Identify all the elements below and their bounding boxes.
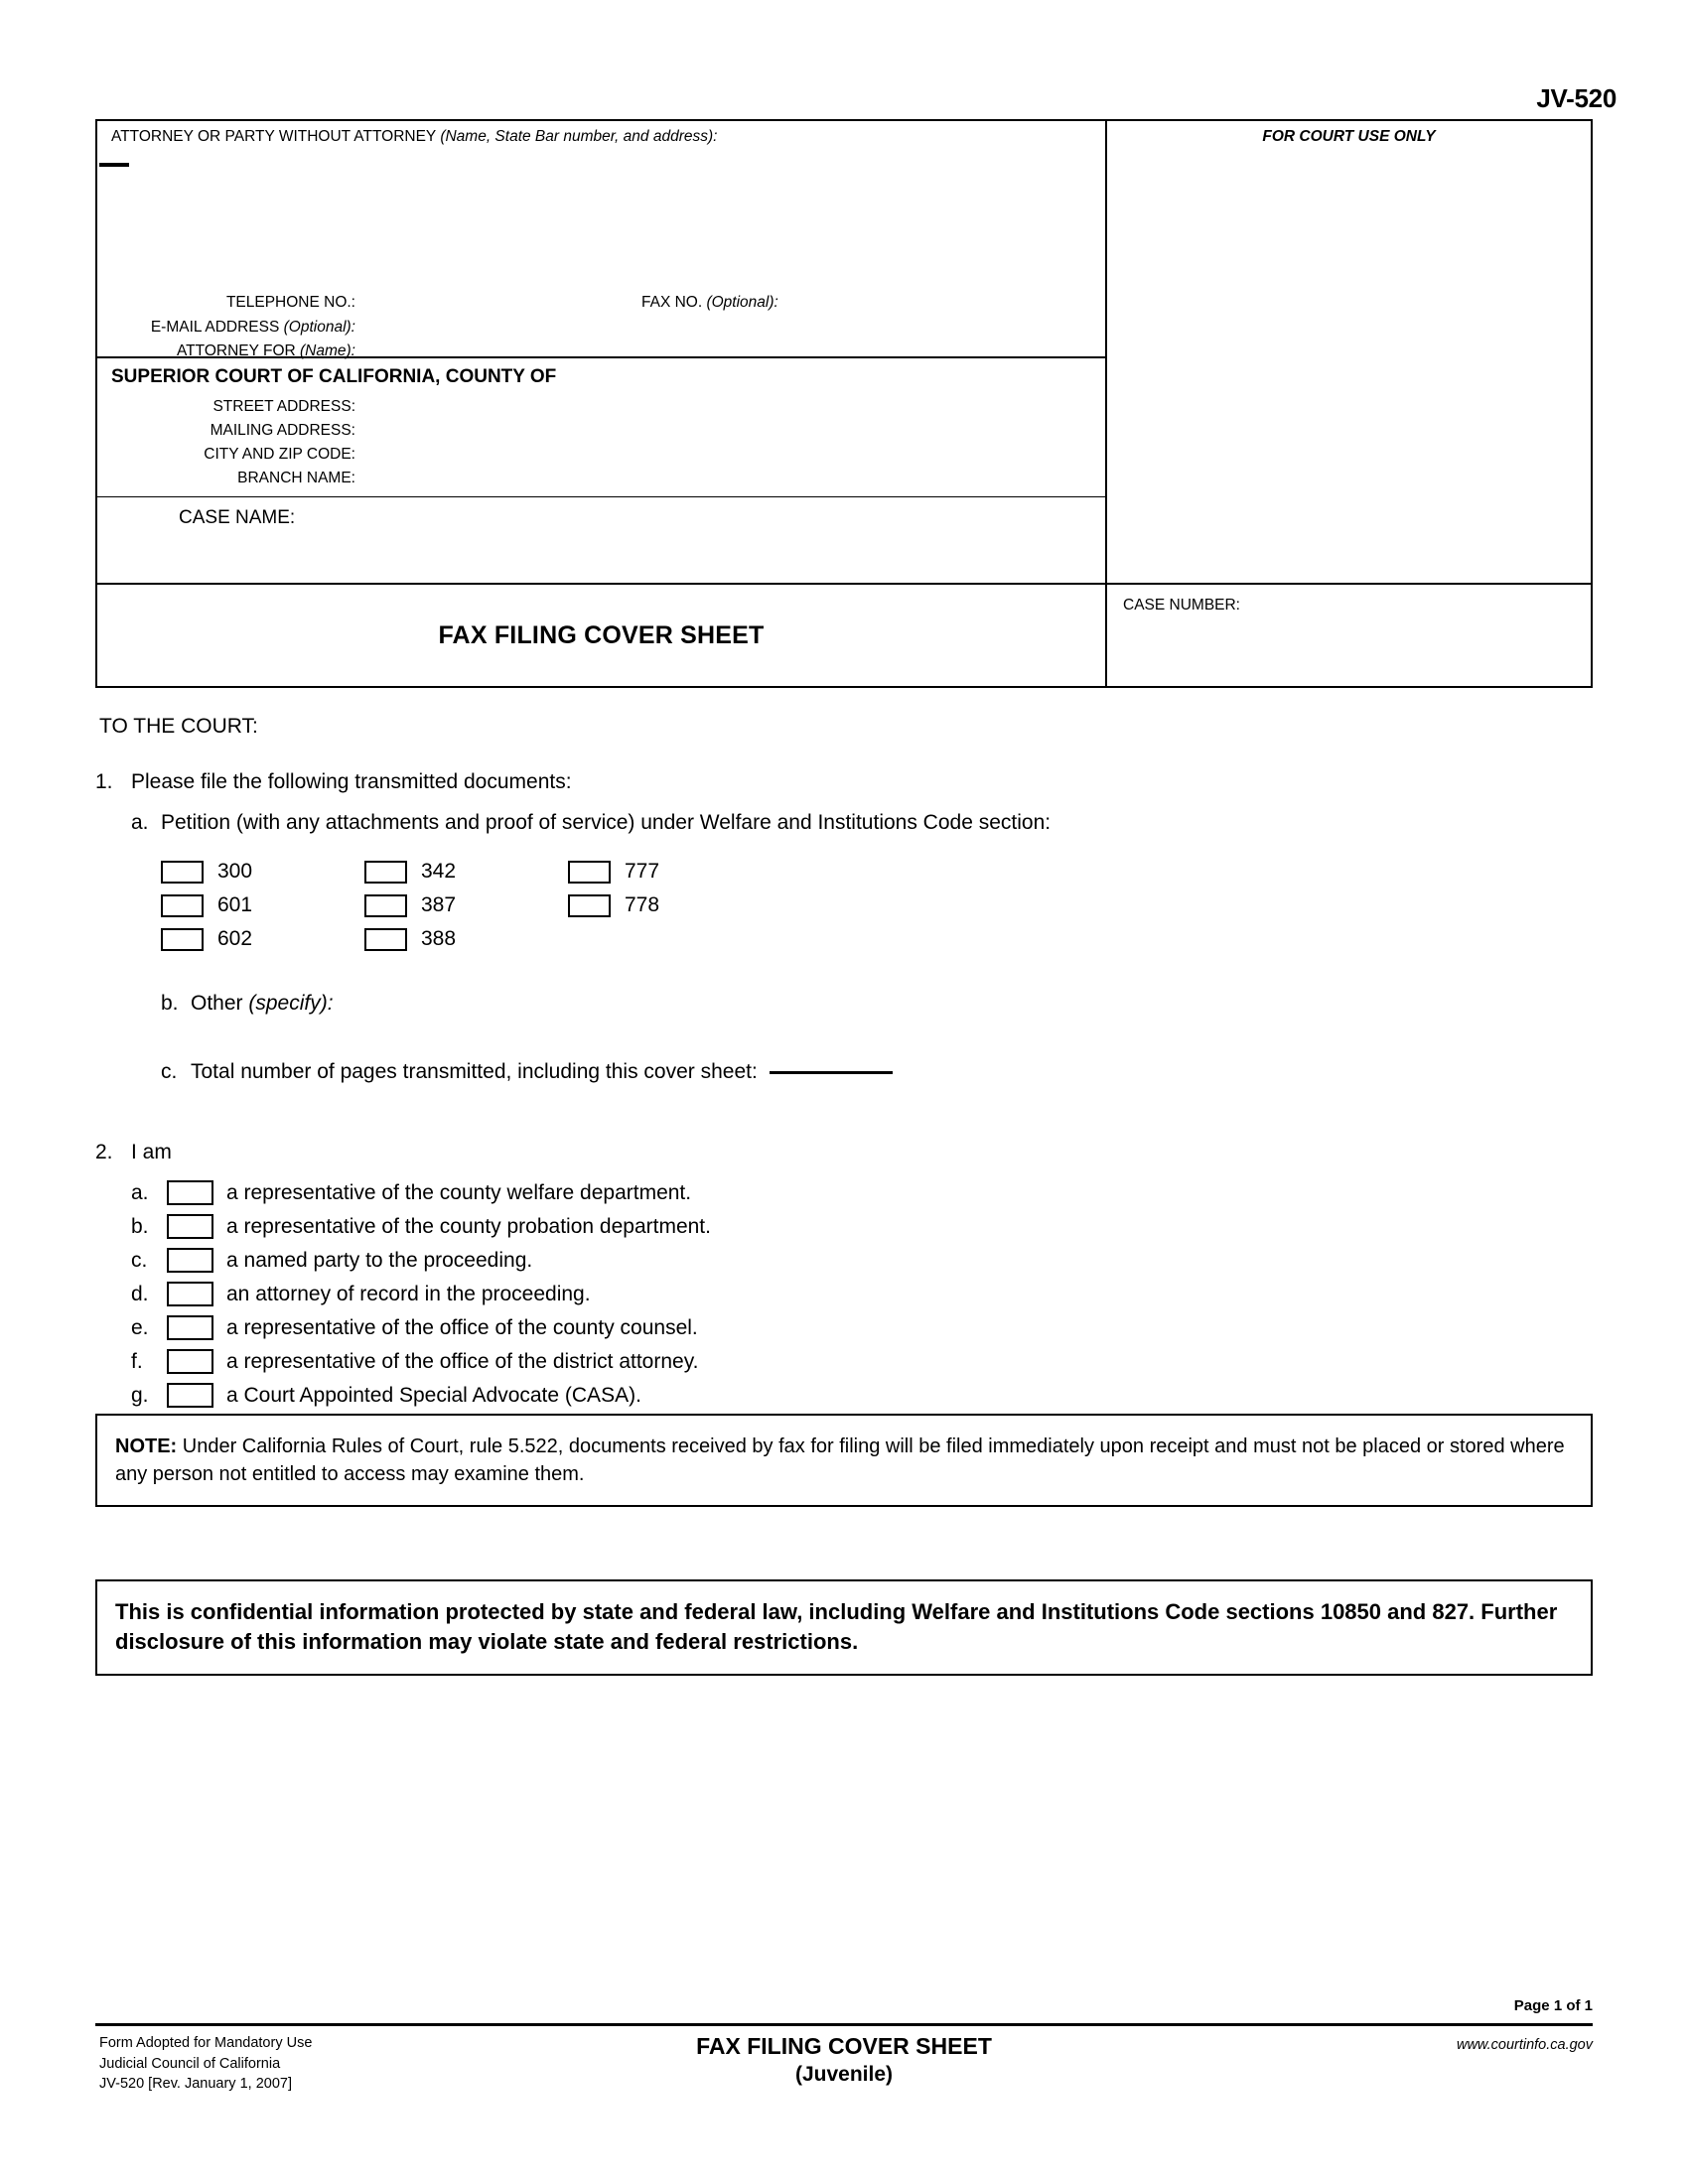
item-1-number: 1.: [95, 770, 113, 793]
footer-adopted-line-2: Judicial Council of California: [99, 2055, 281, 2072]
to-the-court-heading: TO THE COURT:: [99, 715, 258, 738]
option-letter-a: a.: [131, 1180, 149, 1204]
item-1b: [161, 992, 1593, 1016]
code-cell-342[interactable]: [364, 860, 568, 884]
footer-title: FAX FILING COVER SHEET: [696, 2033, 992, 2059]
option-text-e: a representative of the office of the county counsel.: [226, 1315, 698, 1339]
checkbox-602[interactable]: [161, 928, 204, 951]
option-text-a: a representative of the county welfare department.: [226, 1180, 692, 1204]
fax-label: FAX NO. (Optional):: [641, 294, 778, 311]
code-cell-602[interactable]: [161, 927, 364, 951]
page-indicator: Page 1 of 1: [1513, 1997, 1593, 2014]
list-item[interactable]: [131, 1176, 1593, 1210]
street-address-label: STREET ADDRESS:: [212, 398, 355, 415]
attorney-block[interactable]: [97, 121, 1105, 358]
list-item[interactable]: [131, 1345, 1593, 1379]
option-text-c: a named party to the proceeding.: [226, 1248, 533, 1272]
sheet-title-block: [97, 585, 1105, 686]
list-item[interactable]: [131, 1278, 1593, 1311]
code-label-387: 387: [421, 893, 457, 917]
code-row: [161, 922, 776, 956]
case-name-block[interactable]: [97, 497, 1105, 585]
code-cell-empty: [568, 928, 772, 951]
note-label: NOTE:: [115, 1435, 178, 1457]
code-label-388: 388: [421, 927, 457, 951]
item-1b-hint: (specify):: [248, 992, 334, 1016]
checkbox-342[interactable]: [364, 861, 407, 884]
code-label-342: 342: [421, 860, 457, 884]
note-text: [115, 1433, 1573, 1489]
option-text-f: a representative of the office of the district attorney.: [226, 1349, 699, 1373]
confidential-notice-box: [95, 1579, 1593, 1676]
code-label-602: 602: [217, 927, 253, 951]
option-letter-f: f.: [131, 1349, 143, 1373]
court-block[interactable]: [97, 358, 1105, 497]
option-letter-b: b.: [131, 1214, 149, 1238]
list-item[interactable]: [131, 1244, 1593, 1278]
code-cell-300[interactable]: [161, 860, 364, 884]
checkbox-option-d[interactable]: [167, 1282, 213, 1306]
checkbox-777[interactable]: [568, 861, 611, 884]
code-label-300: 300: [217, 860, 253, 884]
option-letter-c: c.: [131, 1248, 148, 1272]
checkbox-option-g[interactable]: [167, 1383, 213, 1408]
checkbox-option-a[interactable]: [167, 1180, 213, 1205]
attorney-tick-mark: [99, 163, 129, 167]
caption-table: [95, 119, 1593, 688]
form-body: [95, 715, 1593, 1413]
list-item[interactable]: [131, 1379, 1593, 1413]
checkbox-387[interactable]: [364, 894, 407, 917]
footer-divider: [95, 2023, 1593, 2026]
for-court-use-only-box: [1107, 121, 1591, 585]
item-1b-text: Other (specify):: [191, 992, 334, 1016]
footer-website: www.courtinfo.ca.gov: [1456, 2037, 1593, 2053]
code-cell-388[interactable]: [364, 927, 568, 951]
item-1b-letter: b.: [161, 992, 179, 1016]
checkbox-778[interactable]: [568, 894, 611, 917]
option-text-d: an attorney of record in the proceeding.: [226, 1282, 591, 1305]
code-section-checkbox-grid: [161, 855, 776, 956]
item-2-text: I am: [131, 1141, 172, 1164]
item-1: [95, 769, 1593, 795]
item-1c-text: Total number of pages transmitted, including this cover sheet:: [191, 1060, 893, 1083]
footer-adopted-line-1: Form Adopted for Mandatory Use: [99, 2035, 313, 2051]
code-row: [161, 888, 776, 922]
option-letter-g: g.: [131, 1383, 149, 1407]
checkbox-option-e[interactable]: [167, 1315, 213, 1340]
case-number-block[interactable]: [1107, 585, 1591, 686]
checkbox-option-f[interactable]: [167, 1349, 213, 1374]
telephone-label: TELEPHONE NO.:: [225, 294, 355, 311]
list-item[interactable]: [131, 1210, 1593, 1244]
form-number: JV-520: [1536, 83, 1617, 113]
option-text-g: a Court Appointed Special Advocate (CASA).: [226, 1383, 641, 1407]
case-name-label: CASE NAME:: [179, 507, 296, 528]
item-1a: [131, 811, 1593, 835]
for-court-use-only-label: FOR COURT USE ONLY: [1262, 128, 1436, 145]
item-1a-text: Petition (with any attachments and proof of service) under Welfare and Institutions Code section:: [161, 811, 1052, 835]
sheet-title: FAX FILING COVER SHEET: [438, 621, 765, 649]
checkbox-601[interactable]: [161, 894, 204, 917]
list-item[interactable]: [131, 1311, 1593, 1345]
checkbox-option-b[interactable]: [167, 1214, 213, 1239]
option-letter-e: e.: [131, 1315, 149, 1339]
footer-adopted-line-3: JV-520 [Rev. January 1, 2007]: [99, 2076, 292, 2093]
code-cell-601[interactable]: [161, 893, 364, 917]
checkbox-option-c[interactable]: [167, 1248, 213, 1273]
attorney-block-label: ATTORNEY OR PARTY WITHOUT ATTORNEY (Name, State Bar number, and address):: [111, 128, 718, 145]
mailing-address-label: MAILING ADDRESS:: [210, 422, 355, 439]
note-body: Under California Rules of Court, rule 5.522, documents received by fax for filing will be filed immediately upon receipt and must not be placed or stored where any person not entitled to access may examine them.: [115, 1435, 1565, 1486]
court-title: SUPERIOR COURT OF CALIFORNIA, COUNTY OF: [111, 366, 557, 387]
caption-left-column: [97, 121, 1105, 686]
code-cell-387[interactable]: [364, 893, 568, 917]
item-1c: [161, 1060, 1593, 1084]
caption-right-column: [1105, 121, 1591, 686]
case-number-label: CASE NUMBER:: [1123, 597, 1240, 614]
code-label-778: 778: [625, 893, 660, 917]
attorney-for-label: ATTORNEY FOR (Name):: [176, 342, 355, 359]
city-zip-label: CITY AND ZIP CODE:: [204, 446, 355, 463]
item-1a-letter: a.: [131, 811, 149, 835]
code-label-601: 601: [217, 893, 253, 917]
page-count-blank-line[interactable]: [770, 1071, 893, 1074]
option-letter-d: d.: [131, 1282, 149, 1305]
checkbox-300[interactable]: [161, 861, 204, 884]
note-box: [95, 1414, 1593, 1507]
email-label: E-MAIL ADDRESS (Optional):: [150, 319, 355, 336]
branch-name-label: BRANCH NAME:: [237, 470, 355, 486]
item-2: [95, 1140, 1593, 1165]
code-cell-778[interactable]: [568, 893, 772, 917]
code-label-777: 777: [625, 860, 660, 884]
confidential-notice-text: This is confidential information protected by state and federal law, including Welfare and Institutions Code sections 10850 and 827. Further disclosure of this information may violate state and federal restrictions.: [115, 1599, 1558, 1655]
i-am-options-list: [131, 1176, 1593, 1413]
footer-subtitle: (Juvenile): [794, 2063, 894, 2087]
option-text-b: a representative of the county probation department.: [226, 1214, 711, 1238]
item-1-text: Please file the following transmitted documents:: [131, 770, 572, 793]
code-row: [161, 855, 776, 888]
item-2-number: 2.: [95, 1141, 113, 1164]
item-1c-letter: c.: [161, 1060, 178, 1084]
checkbox-388[interactable]: [364, 928, 407, 951]
code-cell-777[interactable]: [568, 860, 772, 884]
footer-title-block: [0, 2031, 1688, 2089]
